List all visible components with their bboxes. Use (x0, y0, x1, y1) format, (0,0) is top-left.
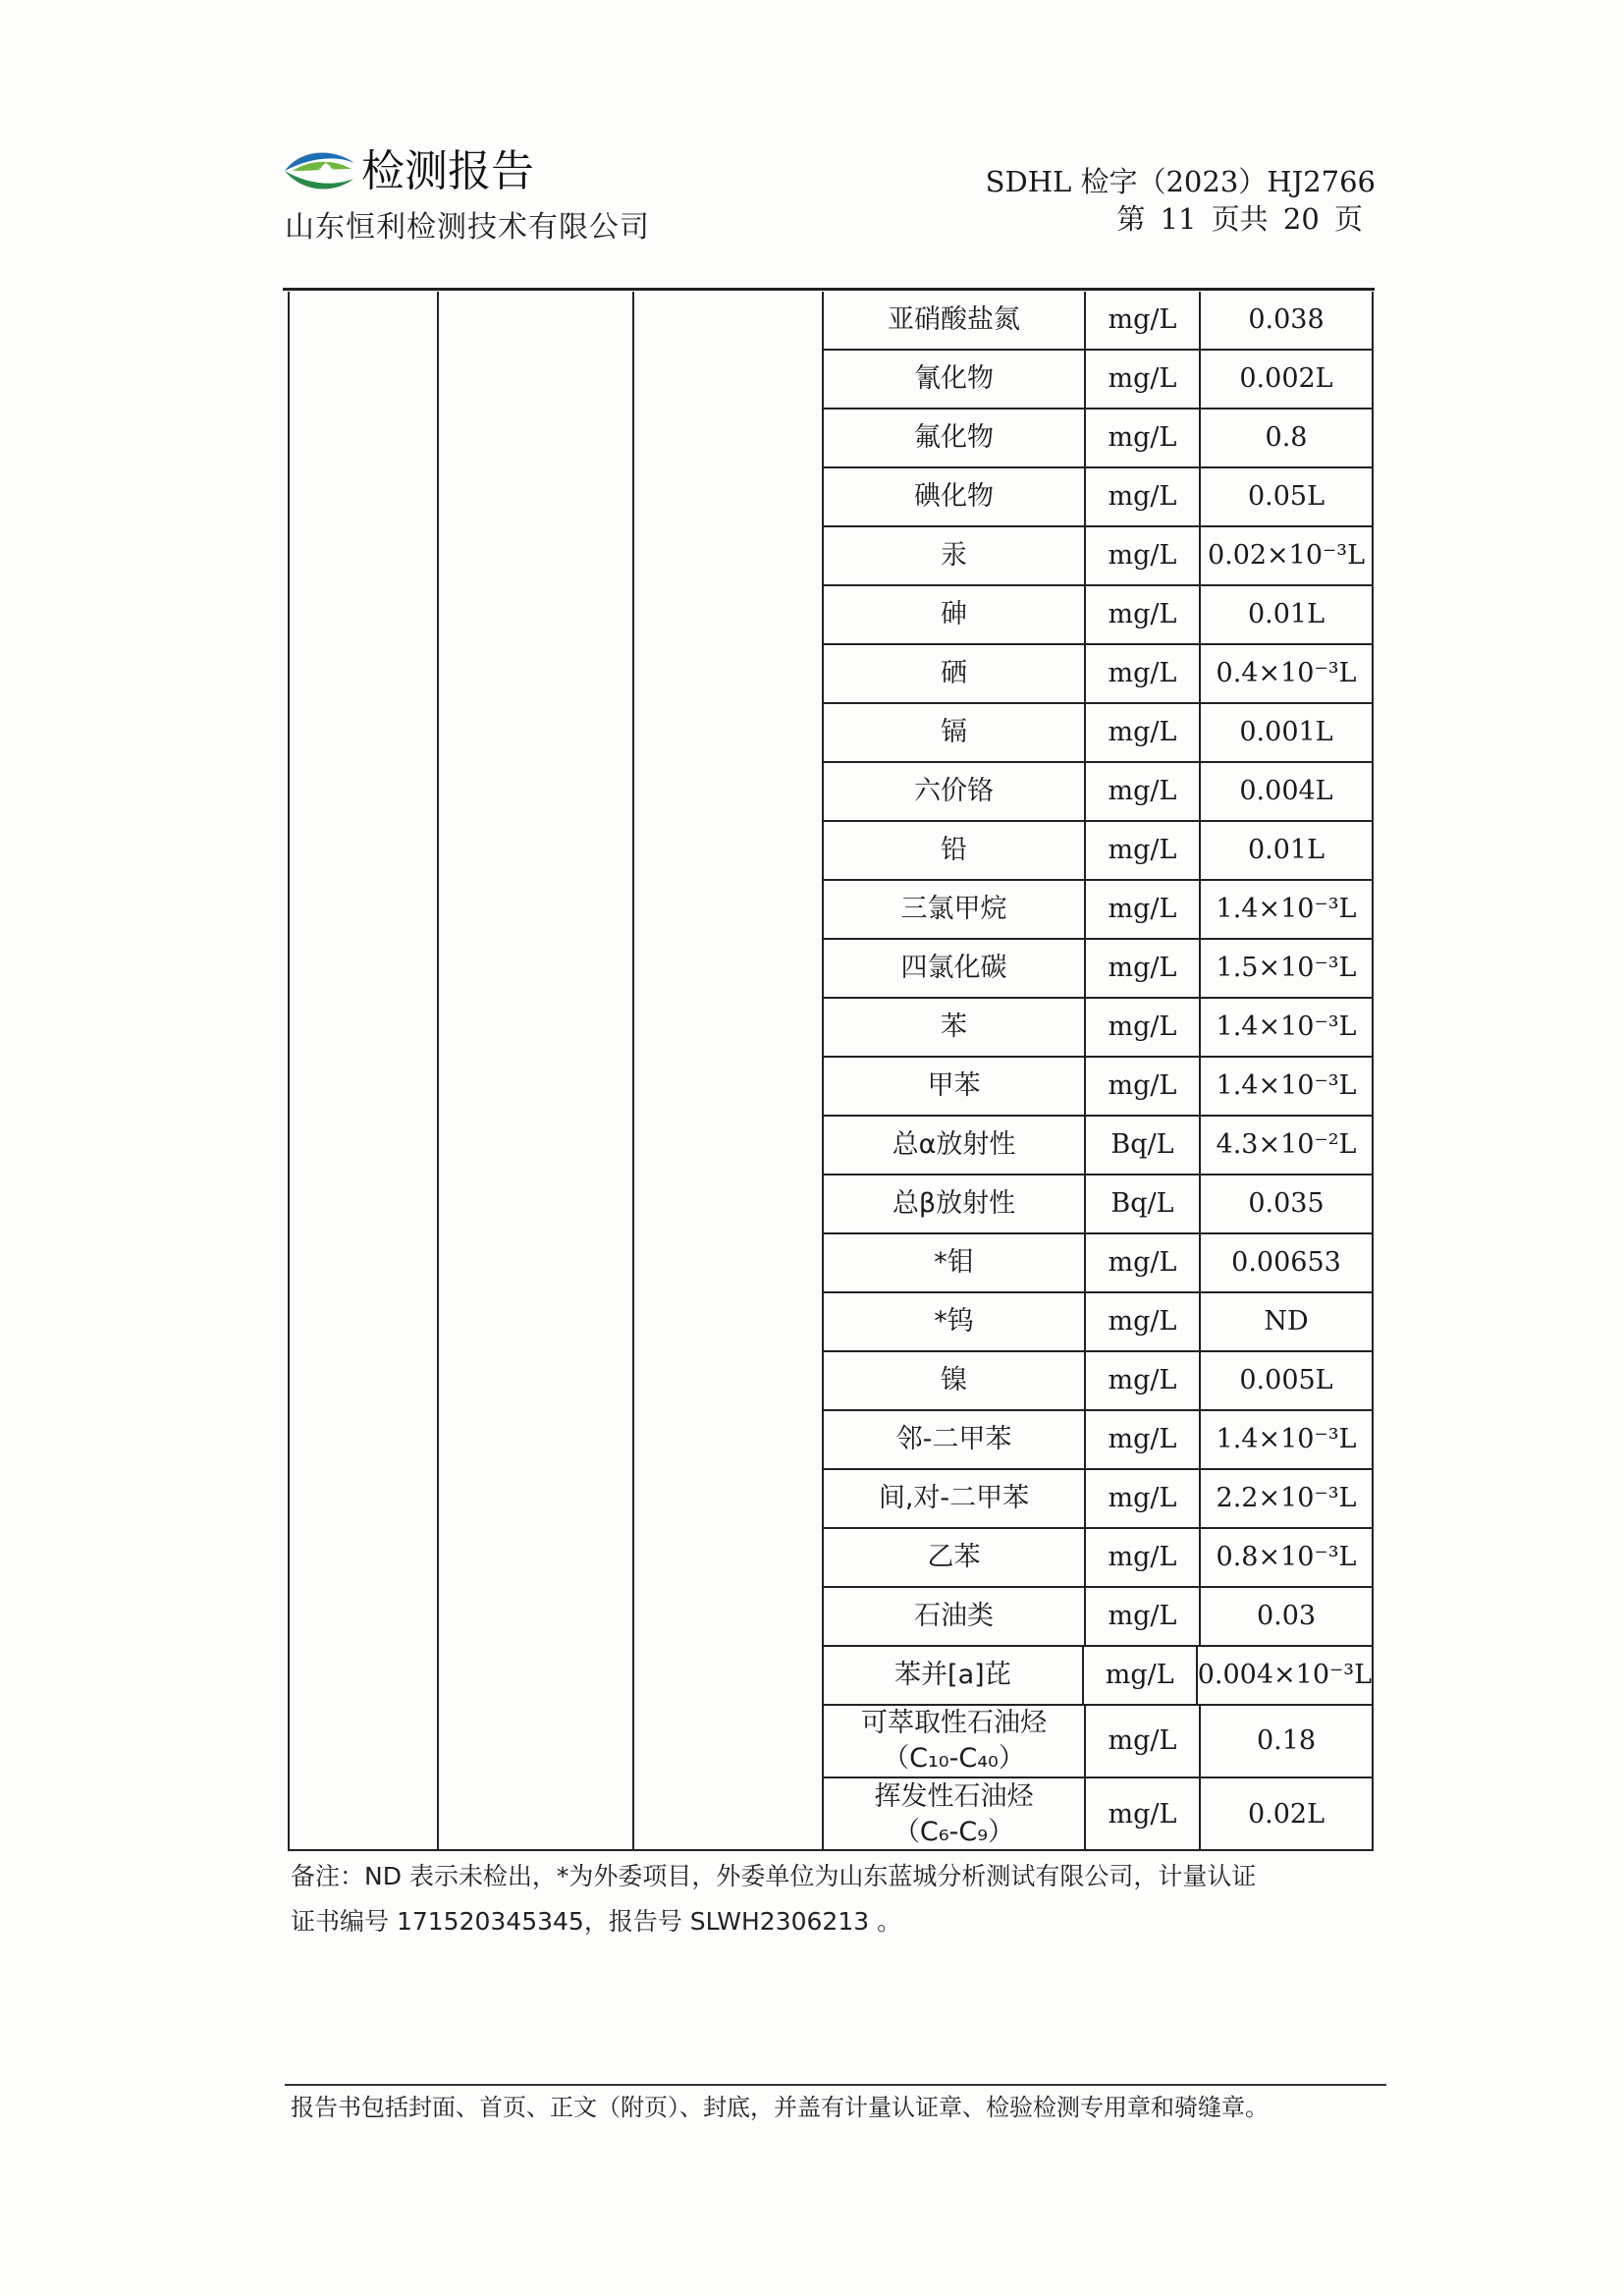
table-row (824, 763, 1372, 822)
result-cell: 1.5×10⁻³L (1216, 953, 1357, 983)
result-cell: 0.035 (1248, 1188, 1325, 1219)
item-cell: 苯并[a]芘 (824, 1647, 1084, 1704)
unit-cell: mg/L (1086, 1058, 1201, 1115)
table-body (824, 292, 1372, 1851)
company-name: 山东恒利检测技术有限公司 (285, 210, 650, 245)
unit-cell: mg/L (1086, 351, 1201, 408)
unit-cell: mg/L (1086, 645, 1201, 702)
result-cell: 1.4×10⁻³L (1216, 1424, 1357, 1454)
unit-cell: mg/L (1086, 1778, 1201, 1851)
unit-cell: mg/L (1086, 763, 1201, 820)
unit-cell: mg/L (1084, 1647, 1198, 1704)
unit-cell: mg/L (1086, 1234, 1201, 1291)
item-cell: *钼 (824, 1234, 1086, 1291)
company-leaf-logo (283, 145, 356, 196)
item-cell: 苯 (824, 999, 1086, 1056)
result-cell: 0.02×10⁻³L (1207, 540, 1366, 571)
result-cell: 0.005L (1239, 1365, 1333, 1395)
table-row (824, 999, 1372, 1058)
remarks (291, 1854, 1380, 1944)
table-row (824, 468, 1372, 527)
table-row (824, 1706, 1372, 1778)
item-cell: 硒 (824, 645, 1086, 702)
unit-cell: mg/L (1086, 999, 1201, 1056)
unit-cell: mg/L (1086, 1411, 1201, 1468)
table-row (824, 1588, 1372, 1647)
table-row (824, 1117, 1372, 1175)
item-name: 挥发性石油烃 (874, 1781, 1034, 1812)
result-cell: 0.004L (1239, 776, 1333, 806)
result-cell: 0.01L (1247, 835, 1325, 865)
page-indicator: 第 11 页共 20 页 (1116, 202, 1363, 236)
item-cell: 邻-二甲苯 (824, 1411, 1086, 1468)
table-row (824, 1352, 1372, 1411)
unit-cell: mg/L (1086, 881, 1201, 938)
result-cell: 0.004×10⁻³L (1197, 1660, 1372, 1690)
result-cell: 0.18 (1256, 1725, 1317, 1756)
table-row (824, 1778, 1372, 1851)
footer-statement: 报告书包括封面、首页、正文（附页）、封底，并盖有计量认证章、检验检测专用章和骑缝章。 (291, 2094, 1269, 2121)
item-cell: 石油类 (824, 1588, 1086, 1645)
unit-cell: mg/L (1086, 1293, 1201, 1350)
unit-cell: mg/L (1086, 410, 1201, 466)
item-cell: 总α放射性 (824, 1117, 1086, 1174)
unit-cell: mg/L (1086, 1706, 1201, 1777)
item-cell: 铅 (824, 822, 1086, 879)
result-cell: 2.2×10⁻³L (1216, 1483, 1357, 1513)
result-cell: 1.4×10⁻³L (1216, 894, 1357, 924)
item-cell: 六价铬 (824, 763, 1086, 820)
item-cell (824, 1778, 1086, 1851)
table-row (824, 822, 1372, 881)
item-cell: 碘化物 (824, 468, 1086, 525)
result-cell: 0.001L (1239, 717, 1333, 747)
table-row (824, 586, 1372, 645)
unit-cell: mg/L (1086, 1470, 1201, 1527)
item-cell: 四氯化碳 (824, 940, 1086, 997)
unit-cell: mg/L (1086, 292, 1201, 349)
result-cell: 1.4×10⁻³L (1216, 1011, 1357, 1042)
item-cell: 甲苯 (824, 1058, 1086, 1115)
result-cell: ND (1264, 1306, 1309, 1337)
table-row (824, 1058, 1372, 1117)
result-cell: 0.002L (1239, 363, 1333, 394)
table-row (824, 940, 1372, 999)
table-row (824, 410, 1372, 468)
unit-cell: mg/L (1086, 704, 1201, 761)
item-cell: 总β放射性 (824, 1175, 1086, 1232)
table-row (824, 1293, 1372, 1352)
table-row (824, 645, 1372, 704)
result-cell: 0.8 (1265, 422, 1308, 453)
item-range: （C₆-C₉） (893, 1817, 1015, 1847)
result-cell: 1.4×10⁻³L (1216, 1070, 1357, 1101)
unit-cell: mg/L (1086, 940, 1201, 997)
report-number: SDHL 检字（2023）HJ2766 (985, 165, 1376, 198)
table-row (824, 1529, 1372, 1588)
result-cell: 0.038 (1248, 304, 1325, 335)
item-cell: 汞 (824, 527, 1086, 584)
unit-cell: Bq/L (1086, 1117, 1201, 1174)
result-cell: 0.02L (1247, 1799, 1325, 1830)
table-row (824, 704, 1372, 763)
report-title: 检测报告 (361, 146, 534, 196)
unit-cell: mg/L (1086, 468, 1201, 525)
unit-cell: mg/L (1086, 1588, 1201, 1645)
results-table (288, 292, 1374, 1851)
item-cell: 氟化物 (824, 410, 1086, 466)
unit-cell: mg/L (1086, 1352, 1201, 1409)
item-name: 可萃取性石油烃 (861, 1708, 1047, 1738)
table-row (824, 1647, 1372, 1706)
item-range: （C₁₀-C₄₀） (883, 1743, 1025, 1774)
item-cell: 三氯甲烷 (824, 881, 1086, 938)
table-row (824, 1175, 1372, 1234)
item-cell: 氰化物 (824, 351, 1086, 408)
table-column-divider (437, 292, 439, 1849)
unit-cell: mg/L (1086, 1529, 1201, 1586)
table-row (824, 1470, 1372, 1529)
table-row (824, 1234, 1372, 1293)
footer-divider (285, 2084, 1386, 2086)
table-column-divider (632, 292, 634, 1849)
unit-cell: mg/L (1086, 527, 1201, 584)
unit-cell: mg/L (1086, 586, 1201, 643)
result-cell: 0.05L (1247, 481, 1325, 512)
item-cell: *钨 (824, 1293, 1086, 1350)
item-cell: 间,对-二甲苯 (824, 1470, 1086, 1527)
result-cell: 0.4×10⁻³L (1216, 658, 1357, 688)
item-cell: 砷 (824, 586, 1086, 643)
result-cell: 0.8×10⁻³L (1216, 1542, 1357, 1572)
table-row (824, 351, 1372, 410)
result-cell: 4.3×10⁻²L (1216, 1129, 1357, 1160)
table-row (824, 881, 1372, 940)
item-cell: 镉 (824, 704, 1086, 761)
result-cell: 0.03 (1256, 1601, 1317, 1631)
header-divider (283, 288, 1375, 291)
remarks-line: 证书编号 171520345345，报告号 SLWH2306213 。 (291, 1907, 902, 1936)
table-row (824, 527, 1372, 586)
unit-cell: mg/L (1086, 822, 1201, 879)
result-cell: 0.00653 (1231, 1247, 1341, 1278)
unit-cell: Bq/L (1086, 1175, 1201, 1232)
item-cell: 乙苯 (824, 1529, 1086, 1586)
remarks-line: 备注：ND 表示未检出，*为外委项目，外委单位为山东蓝城分析测试有限公司，计量认证 (291, 1862, 1257, 1890)
result-cell: 0.01L (1247, 599, 1325, 629)
item-cell: 亚硝酸盐氮 (824, 292, 1086, 349)
table-row (824, 292, 1372, 351)
item-cell: 镍 (824, 1352, 1086, 1409)
item-cell (824, 1706, 1086, 1777)
table-row (824, 1411, 1372, 1470)
